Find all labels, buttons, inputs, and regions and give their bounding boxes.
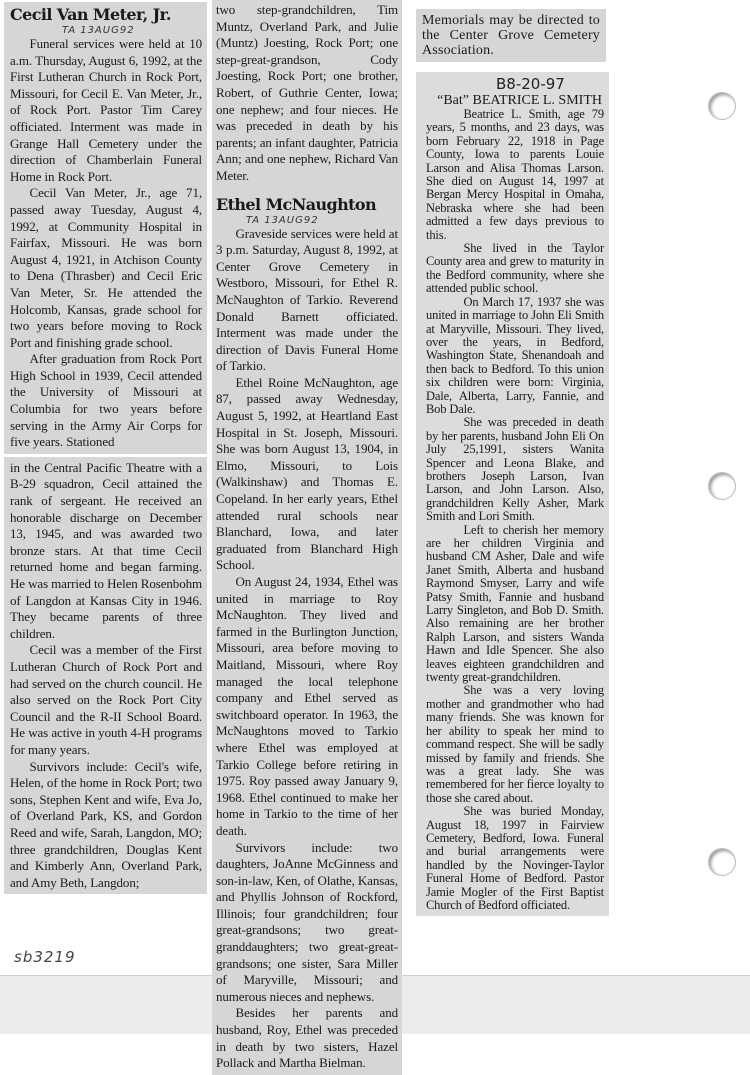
binder-hole <box>708 472 736 500</box>
paragraph: Beatrice L. Smith, age 79 years, 5 months, and 23 days, was born February 22, 1918 in Page County, Iowa to parents Louie Larson and Alisa Thomas Larson. She died on August 14, 1997 at Bergan Mercy Hospital in Omaha, Nebraska where she had been admitted a few days previous to this. <box>426 107 604 242</box>
handwritten-date-note: TA 13AUG92 <box>62 25 135 36</box>
smith-clipping <box>416 72 609 916</box>
obituary-title-cecil: Cecil Van Meter, Jr. <box>10 5 171 24</box>
paragraph: She lived in the Taylor County area and grew to maturity in the Bedford community, where she attended public school. <box>426 241 604 296</box>
paragraph: On August 24, 1934, Ethel was united in marriage to Roy McNaughton. They lived and farmed in the Burlington Junction, Missouri, area before moving to Maitland, Missouri, where Roy managed the local telephone company and Ethel served as switchboard operator. In 1963, the McNaughtons moved to Tarkio where Ethel was employed at Tarkio College before retiring in 1975. Roy passed away January 9, 1968. Ethel continued to make her home in Tarkio to the time of her death. <box>216 574 398 838</box>
paragraph: Survivors include: Cecil's wife, Helen, of the home in Rock Port; two sons, Stephen Kent and wife, Eva Jo, of Overland Park, KS, and Gordon Reed and wife, Sarah, Langdon, MO; three grandchildren, Douglas Kent and Kimberly Ann, Overland Park, and Amy Beth, Langdon; <box>10 758 202 890</box>
handwritten-date-note: B8-20-97 <box>496 75 565 93</box>
paragraph: She was a very loving mother and grandmother who had many friends. She was known for her ability to speak her mind to command respect. She will be sadly missed by family and friends. She was a great lady. She was remembered for her fierce loyalty to those she cared about. <box>426 683 604 805</box>
paragraph: Cecil was a member of the First Lutheran Church of Rock Port and had served on the church council. He also served on the Rock Port City Council and the R-II School Board. He was active in youth 4-H programs for many years. <box>10 642 202 757</box>
obituary-title-ethel: Ethel McNaughton <box>216 194 377 214</box>
column-1 <box>4 2 207 894</box>
binder-hole <box>708 848 736 876</box>
paragraph: Cecil Van Meter, Jr., age 71, passed away Tuesday, August 4, 1992, at Community Hospital in Fairfax, Missouri. He was born August 4, 1921, in Atchison County to Dena (Thrasber) and Cecil Eric Van Meter, Sr. He attended the Holcomb, Kansas, grade school for two years before moving to Rock Port and finishing grade school. <box>10 185 202 350</box>
binder-hole <box>708 92 736 120</box>
paragraph: Ethel Roine McNaughton, age 87, passed away Wednesday, August 5, 1992, at Heartland East Hospital in St. Joseph, Missouri. She was born August 13, 1904, in Elmo, Missouri, to Lois (Walkinshaw) and Thomas E. Copeland. In her early years, Ethel attended rural schools near Blanchard, Iowa, and later graduated from Blanchard High School. <box>216 374 398 573</box>
handwritten-date-note: TA 13AUG92 <box>246 214 319 226</box>
paragraph: She was preceded in death by her parents, husband John Eli On July 25,1991, sisters Wanita Spencer and Leona Blake, and brothers Joseph Larson, Ivan Larson, and John Larson. Also, grandchildren Kelly Asher, Mark Smith and Lori Smith. <box>426 415 604 524</box>
column-3 <box>416 9 609 916</box>
paragraph: Graveside services were held at 3 p.m. Saturday, August 8, 1992, at Center Grove Cemetery in Westboro, Missouri, for Ethel R. McNaughton of Tarkio. Reverend Donald Barnett officiated. Interment was made under the direction of Davis Funeral Home of Tarkio. <box>216 225 398 374</box>
cecil-clipping-bottom <box>4 457 207 894</box>
paragraph: Funeral services were held at 10 a.m. Thursday, August 6, 1992, at the First Lutheran Church in Rock Port, Missouri, for Cecil E. Van Meter, Jr., of Rock Port. Pastor Tim Carey officiated. Interment was made in Grange Hall Cemetery under the direction of Chamberlain Funeral Home in Rock Port. <box>10 36 202 184</box>
paragraph: She was buried Monday, August 18, 1997 in Fairview Cemetery, Bedford, Iowa. Funeral and burial arrangements were handled by the Novinger-Taylor Funeral Home of Bedford. Pastor Jamie Mogler of the First Baptist Church of Bedford officiated. <box>426 804 604 912</box>
paragraph: On March 17, 1937 she was united in marriage to John Eli Smith at Maryville, Missouri. They lived, over the years, in Bedford, Washington State, Shenandoah and then back to Bedford. To this union six children were born: Virginia, Dale, Alberta, Larry, Fannie, and Bob Dale. <box>426 294 604 416</box>
paragraph: Left to cherish her memory are her children Virginia and husband CM Asher, Dale and wife Janet Smith, Alberta and husband Raymond Smyser, Larry and wife Patsy Smith, Fannie and husband Larry Singleton, and Bob D. Smith. Also remaining are her brother Ralph Larson, and sisters Wanda Hawn and Idle Spencer. She also leaves eighteen grandchildren and twenty great-grandchildren. <box>426 522 604 685</box>
paragraph: After graduation from Rock Port High School in 1939, Cecil attended the University of Missouri at Columbia for two years before serving in the Army Air Corps for five years. Stationed <box>10 351 202 450</box>
memorials-text: Memorials may be directed to the Center Grove Cemetery Association. <box>422 13 600 58</box>
handwritten-margin-note: sb3219 <box>14 948 76 966</box>
memorials-clipping <box>416 9 606 62</box>
paragraph: Survivors include: two daughters, JoAnne McGinness and son-in-law, Ken, of Olathe, Kansas, and Phyllis Johnson of Rockford, Illinois; four grandchildren; four great-grandsons; two great-granddaughters; two great-great-grandsons; one sister, Sara Miller of Maryville, Missouri; and numerous nieces and nephews. <box>216 839 398 1004</box>
column-2 <box>212 0 402 1075</box>
paragraph: two step-grandchildren, Tim Muntz, Overland Park, and Julie (Muntz) Joesting, Rock Port; one step-great-grandson, Cody Joesting, Rock Port; one brother, Robert, of Guthrie Center, Iowa; one nephew; and four nieces. He was preceded in death by his parents; an infant daughter, Patricia Ann; and one nephew, Richard Van Meter. <box>216 2 398 183</box>
cecil-ethel-clipping <box>212 0 402 1075</box>
cecil-clipping-top <box>4 2 207 454</box>
paragraph: in the Central Pacific Theatre with a B-29 squadron, Cecil attained the rank of sergeant. He received an honorable discharge on December 13, 1945, and was awarded two bronze stars. At that time Cecil returned home and began farming. He was married to Helen Rosenbohm of Langdon at Kansas City in 1946. They became parents of three children. <box>10 459 203 641</box>
obituary-title-smith: “Bat” BEATRICE L. SMITH <box>437 93 602 108</box>
paragraph: Besides her parents and husband, Roy, Ethel was preceded in death by two sisters, Hazel Pollack and Martha Bielman. <box>216 1005 398 1071</box>
